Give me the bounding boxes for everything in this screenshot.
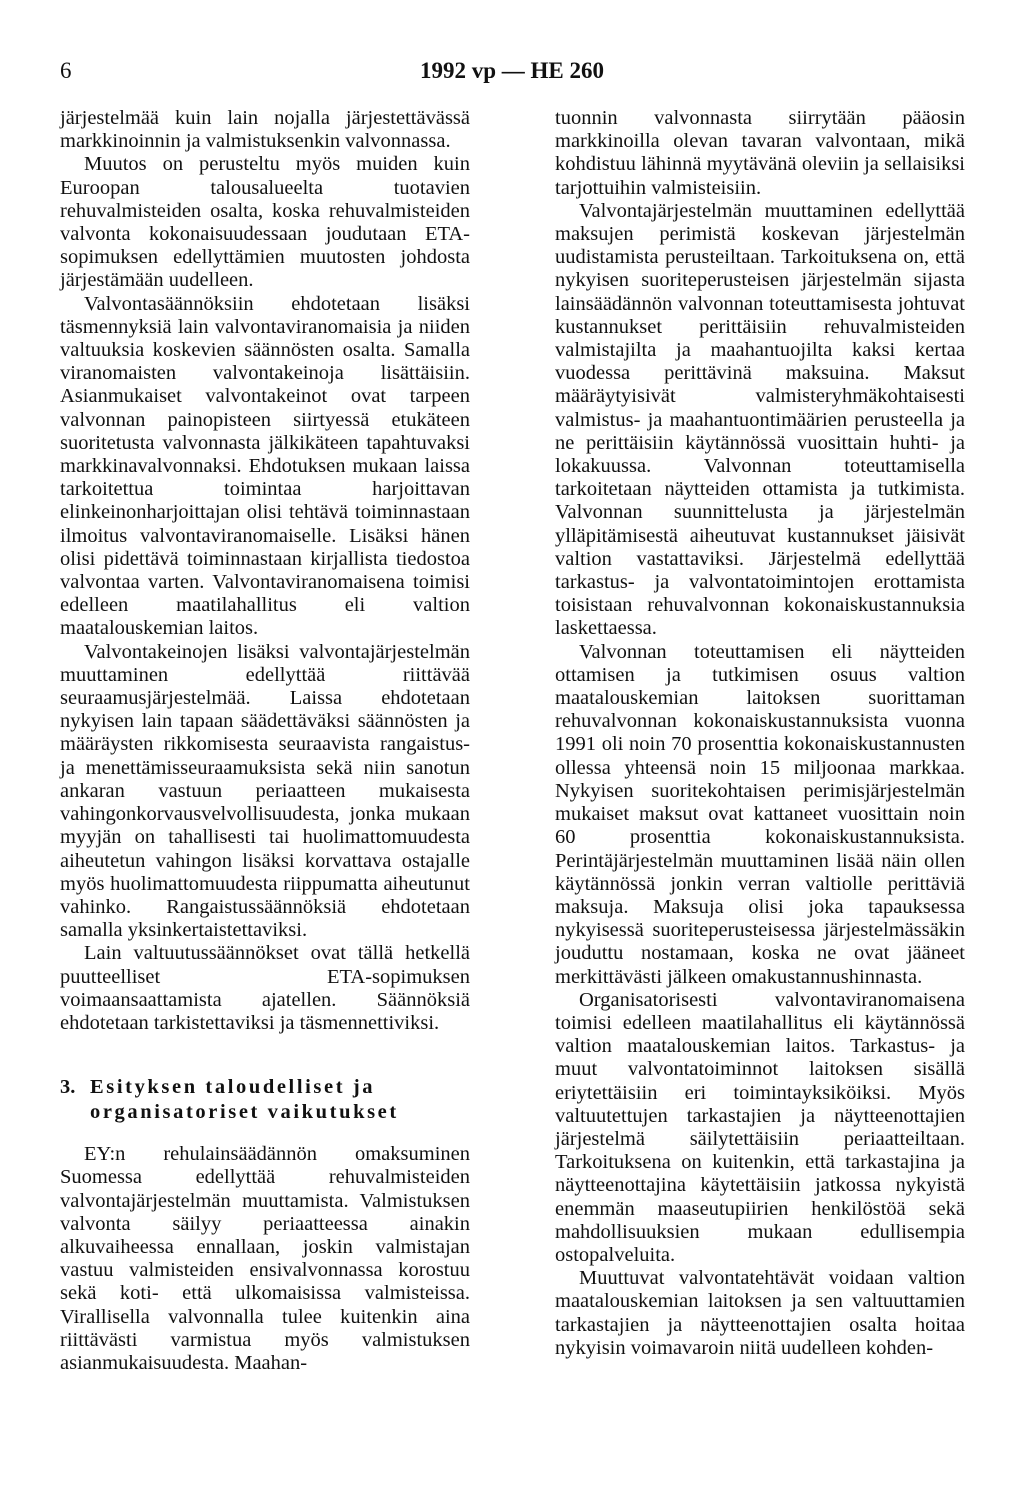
paragraph: EY:n rehulainsäädännön omaksuminen Suomessa edellyttää rehuvalmisteiden valvontajärjestelmän muuttamista. Valmistuksen valvonta säilyy periaatteessa ainakin alkuvaiheessa ennallaan, joskin valmistajan vastuu valmisteiden ensivalvonnassa korostuu sekä koti- että ulkomaisissa valmisteissa. Virallisella valvonnalla tulee kuitenkin aina riittävästi varmistua myös valmistuksen asianmukaisuudesta. Maahan- <box>60 1143 470 1374</box>
section-title: Esityksen taloudelliset ja organisatoriset vaikutukset <box>90 1076 399 1124</box>
left-column <box>60 107 470 1375</box>
running-head: 1992 vp — HE 260 <box>419 58 605 83</box>
paragraph: Valvontasäännöksiin ehdotetaan lisäksi täsmennyksiä lain valvontaviranomaisia ja niiden valtuuksia koskevien säännösten osalta. Samalla viranomaisten valvontakeinoja lisättäisiin. Asianmukaiset valvontakeinot ovat tarpeen valvonnan painopisteen siirtyessä etukäteen suoritetusta valvonnasta jälkikäteen tapahtuvaksi markkinavalvonnaksi. Ehdotuksen mukaan laissa tarkoitettua toimintaa harjoittavan elinkeinonharjoittajan olisi tehtävä toiminnastaan ilmoitus valvontaviranomaiselle. Lisäksi hänen olisi pidettävä toiminnastaan kirjallista tiedostoa valvontaa varten. Valvontaviranomaisena toimisi edelleen maatilahallitus eli valtion maatalouskemian laitos. <box>60 292 470 640</box>
paragraph: tuonnin valvonnasta siirrytään pääosin markkinoilla olevan tavaran valvontaan, mikä kohdistuu lähinnä myytävänä oleviin ja sellaisiksi tarjottuihin valmisteisiin. <box>555 107 965 199</box>
paragraph: Valvontakeinojen lisäksi valvontajärjestelmän muuttaminen edellyttää riittävää seuraamusjärjestelmää. Laissa ehdotetaan nykyisen lain tapaan säädettäväksi säännösten ja määräysten rikkomisesta seuraavista rangaistus- ja menettämisseuraamuksista sekä niin sanotun ankaran vastuun periaatteen mukaisesta vahingonkorvausvelvollisuudesta, jonka mukaan myyjän on tahallisesti tai huolimattomuudesta aiheutetun vahingon lisäksi korvattava ostajalle myös huolimattomuudesta riippumatta aiheutunut vahinko. Rangaistussäännöksiä ehdotetaan samalla yksinkertaistettaviksi. <box>60 640 470 942</box>
paragraph: Valvontajärjestelmän muuttaminen edellyttää maksujen perimistä koskevan järjestelmän uudistamista perusteiltaan. Tarkoituksena on, että nykyisen suoriteperusteisen järjestelmän sijasta lainsäädännön valvonnan toteuttamisesta johtuvat kustannukset perittäisiin rehuvalmisteiden valmistajilta ja maahantuojilta kaksi kertaa vuodessa perittävinä maksuina. Maksut määräytyisivät valmisteryhmäkohtaisesti valmistus- ja maahantuontimäärien perusteella ja ne perittäisiin käytännössä vuosittain huhti- ja lokakuussa. Valvonnan toteuttamisella tarkoitetaan näytteiden ottamista ja tutkimista. Valvonnan suunnittelusta ja järjestelmän ylläpitämisestä aiheutuvat kustannukset jäisivät valtion vastattaviksi. Järjestelmä edellyttää tarkastus- ja valvontatoimintojen erottamista toisistaan rehuvalvonnan kokonaiskustannuksia laskettaessa. <box>555 199 965 640</box>
page-number: 6 <box>60 58 72 83</box>
paragraph: Organisatorisesti valvontaviranomaisena toimisi edelleen maatilahallitus eli käytännössä valtion maatalouskemian laitos. Tarkastus- ja muut valvontatoiminnot laitoksen sisällä eriytettäisiin eri toimintayksiköiksi. Myös valtuutettujen tarkastajien ja näytteenottajien järjestelmä säilytettäisiin periaatteiltaan. Tarkoituksena on kuitenkin, että tarkastajina ja näytteenottajina käytettäisiin jatkossa nykyistä enemmän maaseutupiirien henkilöstöä sekä mahdollisuuksien mukaan edullisempia ostopalveluita. <box>555 988 965 1266</box>
paragraph: Lain valtuutussäännökset ovat tällä hetkellä puutteelliset ETA-sopimuksen voimaansaattamista ajatellen. Säännöksiä ehdotetaan tarkistettaviksi ja täsmennettiviksi. <box>60 942 470 1034</box>
paragraph: Valvonnan toteuttamisen eli näytteiden ottamisen ja tutkimisen osuus valtion maatalouskemian laitoksen suorittaman rehuvalvonnan kokonaiskustannuksista vuonna 1991 oli noin 70 prosenttia kokonaiskustannusten ollessa yhteensä noin 15 miljoonaa markkaa. Nykyisen suoritekohtaisen perimisjärjestelmän mukaiset maksut ovat kattaneet vuosittain noin 60 prosenttia kokonaiskustannuksista. Perintäjärjestelmän muuttaminen lisää näin ollen käytännössä jonkin verran valtiolle perittäviä maksuja. Maksuja olisi joka tapauksessa nykyisessä suoriteperusteisessa järjestelmässäkin jouduttu nostamaan, koska ne ovat jääneet merkittävästi jälkeen omakustannushinnasta. <box>555 640 965 988</box>
section-heading <box>60 1075 470 1125</box>
paragraph: järjestelmää kuin lain nojalla järjestettävässä markkinoinnin ja valmistuksenkin valvonnassa. <box>60 107 470 153</box>
paragraph: Muutos on perusteltu myös muiden kuin Euroopan talousalueelta tuotavien rehuvalmisteiden osalta, koska rehuvalmisteiden valvonta kokonaisuudessaan joudutaan ETA-sopimuksen edellyttämien muutosten johdosta järjestämään uudelleen. <box>60 153 470 292</box>
section-number: 3. <box>60 1076 76 1099</box>
right-column <box>555 107 965 1360</box>
paragraph: Muuttuvat valvontatehtävät voidaan valtion maatalouskemian laitoksen ja sen valtuuttamien tarkastajien ja näytteenottajien osalta hoitaa nykyisin voimavaroin niitä uudelleen kohden- <box>555 1267 965 1359</box>
